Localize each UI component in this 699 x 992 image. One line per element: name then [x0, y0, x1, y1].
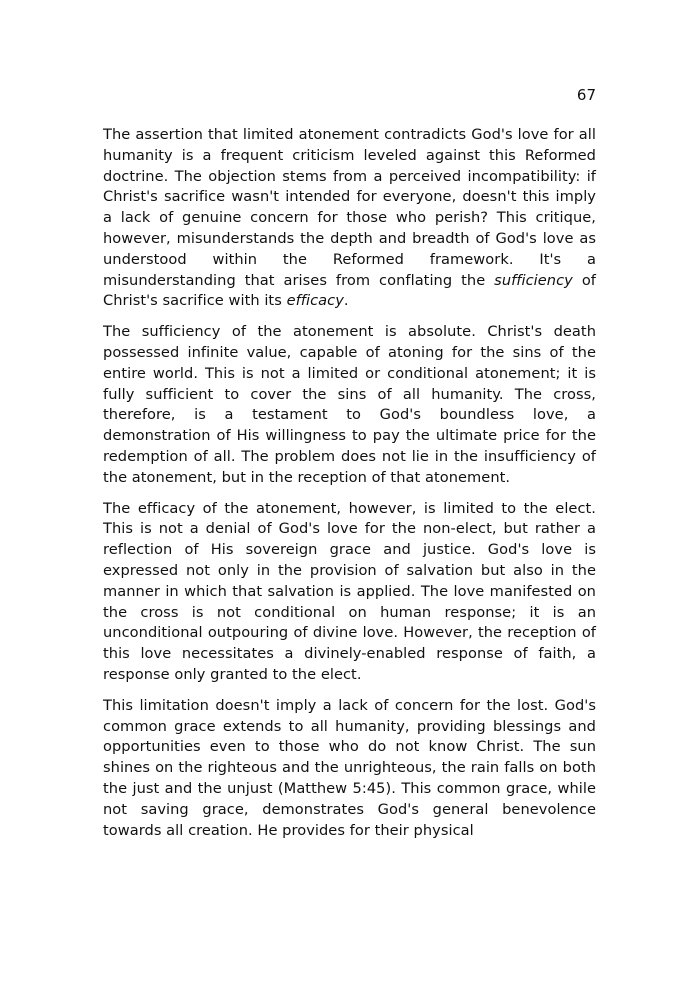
page-number: 67 — [576, 86, 596, 104]
paragraph-1-text-b: of Christ's sacrifice with its — [103, 271, 596, 310]
paragraph-1-text-a: The assertion that limited atonement contradicts God's love for all humanity is a frequent criticism leveled against this Reformed doctrine. The objection stems from a perceived incompatibility: if Christ's sacrifice wasn't intended for everyone, doesn't this imply a lack of genuine concern for those who perish? This critique, however, misunderstands the depth and breadth of God's love as understood within the Reformed framework. It's a misunderstanding that arises from conflating the — [103, 126, 596, 289]
paragraph-1-text-c: . — [343, 292, 349, 310]
term-efficacy: efficacy — [286, 292, 344, 310]
term-sufficiency: sufficiency — [494, 271, 573, 289]
paragraph-1 — [103, 125, 596, 312]
paragraph-3: The efficacy of the atonement, however, is limited to the elect. This is not a denial of God's love for the non-elect, but rather a reflection of His sovereign grace and justice. God's love is expressed not only in the provision of salvation but also in the manner in which that salvation is applied. The love manifested on the cross is not conditional on human response; it is an unconditional outpouring of divine love. However, the reception of this love necessitates a divinely-enabled response of faith, a response only granted to the elect. — [103, 499, 596, 683]
paragraph-2: The sufficiency of the atonement is absolute. Christ's death possessed infinite value, capable of atoning for the sins of the entire world. This is not a limited or conditional atonement; it is fully sufficient to cover the sins of all humanity. The cross, therefore, is a testament to God's boundless love, a demonstration of His willingness to pay the ultimate price for the redemption of all. The problem does not lie in the insufficiency of the atonement, but in the reception of that atonement. — [103, 323, 596, 486]
body-text — [103, 125, 596, 851]
paragraph-4: This limitation doesn't imply a lack of concern for the lost. God's common grace extends to all humanity, providing blessings and opportunities even to those who do not know Christ. The sun shines on the righteous and the unrighteous, the rain falls on both the just and the unjust (Matthew 5:45). This common grace, while not saving grace, demonstrates God's general benevolence towards all creation. He provides for their physical — [103, 696, 596, 839]
